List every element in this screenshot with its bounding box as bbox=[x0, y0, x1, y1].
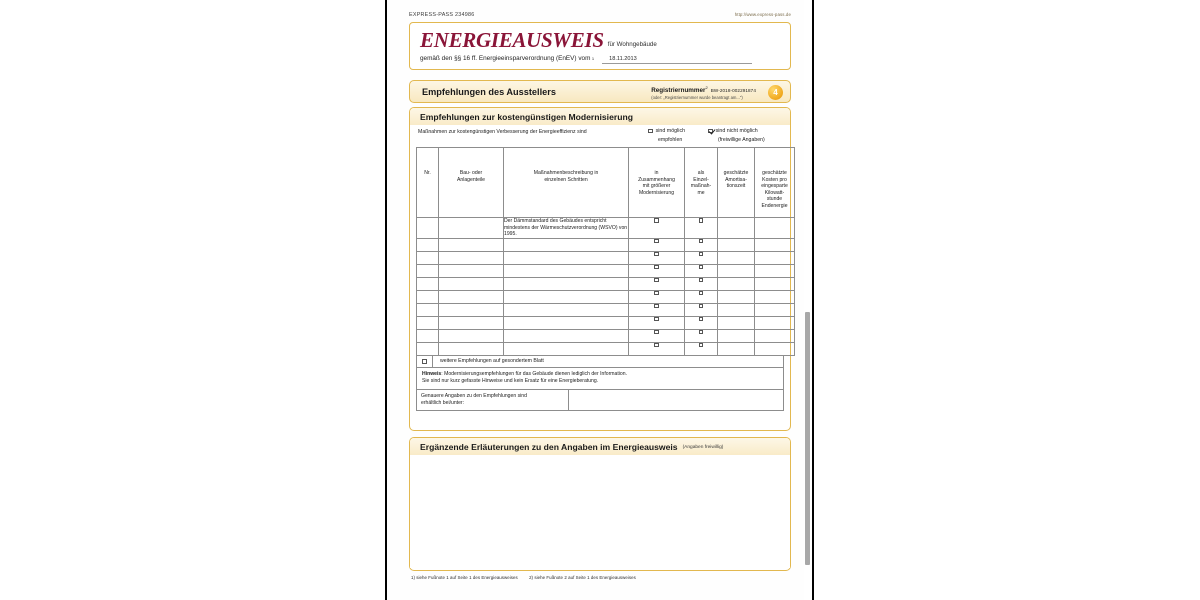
cell-amortization[interactable] bbox=[718, 264, 755, 277]
modernization-panel bbox=[409, 107, 791, 431]
registration-number-block bbox=[651, 85, 756, 100]
extra-recommendations-checkbox-cell[interactable] bbox=[417, 356, 433, 367]
extra-recommendations-row[interactable] bbox=[416, 356, 784, 368]
checkbox-context-modernization[interactable] bbox=[654, 218, 659, 223]
viewer-gutter-right bbox=[814, 0, 1200, 600]
checkbox-context-modernization[interactable] bbox=[654, 330, 659, 335]
cell-cost[interactable] bbox=[755, 329, 795, 342]
checkbox-context-modernization[interactable] bbox=[654, 278, 659, 283]
checkbox-context-modernization[interactable] bbox=[654, 304, 659, 309]
cell-cost[interactable] bbox=[755, 251, 795, 264]
hinweis-line-1: : Modernisierungsempfehlungen für das Gebäude dienen lediglich der Information. bbox=[441, 370, 628, 377]
cell-parts[interactable] bbox=[439, 303, 504, 316]
explanations-panel-header bbox=[410, 438, 790, 455]
registration-footnote-marker: 2 bbox=[705, 85, 708, 90]
cell-amortization[interactable] bbox=[718, 290, 755, 303]
cell-amortization[interactable] bbox=[718, 251, 755, 264]
cell-cost[interactable] bbox=[755, 290, 795, 303]
cell-cost[interactable] bbox=[755, 316, 795, 329]
cell-nr[interactable] bbox=[417, 342, 439, 355]
cell-nr[interactable] bbox=[417, 238, 439, 251]
cell-context-checkbox[interactable] bbox=[629, 277, 685, 290]
viewer-gutter-left bbox=[0, 0, 386, 600]
cell-single-measure-checkbox[interactable] bbox=[685, 303, 718, 316]
cell-description[interactable] bbox=[504, 251, 629, 264]
cell-single-measure-checkbox[interactable] bbox=[685, 238, 718, 251]
registration-note: (oder: „Registriernummer wurde beantragt am...") bbox=[651, 94, 743, 100]
cell-single-measure-checkbox[interactable] bbox=[685, 218, 718, 239]
checkbox-context-modernization[interactable] bbox=[654, 239, 659, 244]
checkbox-single-measure[interactable] bbox=[699, 291, 704, 296]
cell-nr[interactable] bbox=[417, 303, 439, 316]
table-row bbox=[417, 218, 795, 239]
title-law-reference bbox=[420, 55, 752, 64]
energieausweis-page bbox=[387, 0, 812, 600]
checkbox-context-modernization[interactable] bbox=[654, 343, 659, 348]
page-edge-right bbox=[812, 0, 814, 600]
footnote-2: 2) siehe Fußnote 2 auf Seite 1 des Energieausweises bbox=[529, 575, 636, 580]
checkbox-single-measure[interactable] bbox=[699, 252, 704, 257]
cell-nr[interactable] bbox=[417, 329, 439, 342]
cell-amortization[interactable] bbox=[718, 316, 755, 329]
cell-context-checkbox[interactable] bbox=[629, 303, 685, 316]
cell-parts[interactable] bbox=[439, 238, 504, 251]
checkbox-weitere-empfehlungen[interactable] bbox=[422, 359, 427, 364]
cell-parts[interactable] bbox=[439, 290, 504, 303]
cell-parts[interactable] bbox=[439, 316, 504, 329]
details-contact-value-field[interactable] bbox=[569, 390, 783, 410]
col-header-nr: Nr. bbox=[417, 148, 439, 218]
checkbox-sind-moeglich[interactable] bbox=[648, 129, 653, 134]
hinweis-line-2: Sie sind nur kurz gefasste Hinweise und kein Ersatz für eine Energieberatung. bbox=[422, 378, 599, 385]
explanations-text-area[interactable] bbox=[410, 455, 790, 568]
checkbox-single-measure[interactable] bbox=[699, 330, 704, 335]
checkbox-single-measure[interactable] bbox=[699, 218, 704, 223]
cell-parts[interactable] bbox=[439, 277, 504, 290]
option-not-possible-label-2: (freiwillige Angaben) bbox=[718, 137, 765, 143]
checkbox-context-modernization[interactable] bbox=[654, 291, 659, 296]
page-number-badge: 4 bbox=[768, 85, 783, 100]
checkbox-single-measure[interactable] bbox=[699, 278, 704, 283]
option-possible-label-2: empfohlen bbox=[658, 137, 683, 143]
col-header-single-measure: als Einzel- maßnah- me bbox=[685, 148, 718, 218]
scrollbar-thumb[interactable] bbox=[805, 312, 810, 565]
cell-description[interactable] bbox=[504, 329, 629, 342]
section-bar-empfehlungen-aussteller bbox=[409, 80, 791, 103]
cell-parts[interactable] bbox=[439, 264, 504, 277]
cell-single-measure-checkbox[interactable] bbox=[685, 342, 718, 355]
table-row bbox=[417, 329, 795, 342]
vertical-scrollbar[interactable] bbox=[804, 0, 811, 600]
option-possible-label-1: sind möglich bbox=[655, 128, 686, 134]
registration-number-label-row bbox=[651, 85, 756, 95]
modernization-panel-title: Empfehlungen zur kostengünstigen Modernisierung bbox=[420, 111, 633, 122]
checkbox-context-modernization[interactable] bbox=[654, 317, 659, 322]
section-title: Empfehlungen des Ausstellers bbox=[422, 87, 556, 97]
cell-description[interactable] bbox=[504, 303, 629, 316]
document-title bbox=[420, 30, 657, 51]
cell-context-checkbox[interactable] bbox=[629, 329, 685, 342]
cell-description[interactable] bbox=[504, 342, 629, 355]
cell-amortization[interactable] bbox=[718, 342, 755, 355]
checkbox-sind-nicht-moeglich[interactable] bbox=[708, 129, 713, 134]
cell-single-measure-checkbox[interactable] bbox=[685, 290, 718, 303]
cell-amortization[interactable] bbox=[718, 329, 755, 342]
cell-description[interactable] bbox=[504, 290, 629, 303]
cell-cost[interactable] bbox=[755, 342, 795, 355]
table-row bbox=[417, 316, 795, 329]
cell-description[interactable] bbox=[504, 264, 629, 277]
cell-single-measure-checkbox[interactable] bbox=[685, 251, 718, 264]
cell-single-measure-checkbox[interactable] bbox=[685, 264, 718, 277]
registration-label: Registriernummer bbox=[651, 87, 706, 95]
cell-nr[interactable] bbox=[417, 218, 439, 239]
cell-parts[interactable] bbox=[439, 342, 504, 355]
cell-parts[interactable] bbox=[439, 329, 504, 342]
cell-description[interactable] bbox=[504, 316, 629, 329]
checkbox-single-measure[interactable] bbox=[699, 304, 704, 309]
checkbox-single-measure[interactable] bbox=[699, 343, 704, 348]
checkbox-single-measure[interactable] bbox=[699, 317, 704, 322]
express-pass-label: EXPRESS-PASS 234986 bbox=[409, 12, 475, 18]
cell-single-measure-checkbox[interactable] bbox=[685, 316, 718, 329]
option-possible-block bbox=[648, 128, 685, 143]
cell-context-checkbox[interactable] bbox=[629, 238, 685, 251]
option-not-possible-row[interactable] bbox=[708, 128, 765, 134]
cell-description[interactable]: Der Dämmstandard des Gebäudes entspricht mindestens der Wärmeschutzverordnung (WSVO) von 1995. bbox=[504, 218, 628, 238]
table-row bbox=[417, 264, 795, 277]
col-header-context: in Zusammenhang mit größerer Modernisierung bbox=[629, 148, 685, 218]
modernization-table-head bbox=[417, 148, 795, 218]
cell-nr[interactable] bbox=[417, 264, 439, 277]
cell-cost[interactable] bbox=[755, 218, 795, 239]
col-header-cost: geschätzte Kosten pro eingesparte Kilowatt- stunde Endenergie bbox=[755, 148, 795, 218]
law-footnote-marker: 1 bbox=[591, 56, 595, 61]
checkbox-single-measure[interactable] bbox=[699, 239, 704, 244]
page-meta-row bbox=[409, 12, 791, 18]
cell-description[interactable] bbox=[504, 277, 629, 290]
law-text: gemäß den §§ 16 ff. Energieeinsparverordnung (EnEV) vom bbox=[420, 55, 591, 62]
checkbox-context-modernization[interactable] bbox=[654, 252, 659, 257]
cell-nr[interactable] bbox=[417, 290, 439, 303]
explanations-panel bbox=[409, 437, 791, 571]
cell-nr[interactable] bbox=[417, 251, 439, 264]
cell-context-checkbox[interactable] bbox=[629, 264, 685, 277]
checkbox-single-measure[interactable] bbox=[699, 265, 704, 270]
col-header-description: Maßnahmenbeschreibung in einzelnen Schritten bbox=[504, 148, 629, 218]
cell-context-checkbox[interactable] bbox=[629, 290, 685, 303]
col-header-amortization: geschätzte Amortisa- tionszeit bbox=[718, 148, 755, 218]
cell-amortization[interactable] bbox=[718, 238, 755, 251]
website-url-link[interactable]: http://www.express-pass.de bbox=[734, 12, 791, 17]
cell-parts[interactable] bbox=[439, 251, 504, 264]
table-row bbox=[417, 251, 795, 264]
details-contact-label bbox=[417, 390, 569, 410]
page-footnotes bbox=[411, 575, 646, 580]
details-contact-line-2: erhältlich bei/unter: bbox=[421, 399, 465, 406]
cell-context-checkbox[interactable] bbox=[629, 251, 685, 264]
cell-amortization[interactable] bbox=[718, 303, 755, 316]
option-possible-row[interactable] bbox=[648, 128, 685, 134]
option-not-possible-block bbox=[708, 128, 765, 143]
modernization-table bbox=[416, 147, 795, 356]
col-header-parts: Bau- oder Anlagenteile bbox=[439, 148, 504, 218]
cell-description[interactable] bbox=[504, 238, 629, 251]
modernization-table-body bbox=[417, 218, 795, 356]
cell-amortization[interactable] bbox=[718, 277, 755, 290]
registration-value: BW-2018-002291874 bbox=[710, 88, 756, 94]
cell-amortization[interactable] bbox=[718, 218, 755, 239]
title-word-energieausweis: ENERGIEAUSWEIS bbox=[420, 28, 604, 52]
cell-single-measure-checkbox[interactable] bbox=[685, 329, 718, 342]
table-row bbox=[417, 290, 795, 303]
title-subtitle: für Wohngebäude bbox=[607, 41, 657, 48]
cell-context-checkbox[interactable] bbox=[629, 342, 685, 355]
explanations-panel-title: Ergänzende Erläuterungen zu den Angaben im Energieausweis bbox=[420, 441, 678, 452]
cell-cost[interactable] bbox=[755, 277, 795, 290]
modernization-intro-text: Maßnahmen zur kostengünstigen Verbesserung der Energieeffizienz sind bbox=[418, 129, 587, 135]
document-title-box bbox=[409, 22, 791, 70]
footnote-1: 1) siehe Fußnote 1 auf Seite 1 des Energieausweises bbox=[411, 575, 518, 580]
issue-date-field[interactable]: 18.11.2013 bbox=[602, 56, 752, 64]
modernization-panel-header bbox=[410, 108, 790, 125]
cell-context-checkbox[interactable] bbox=[629, 218, 685, 239]
checkbox-context-modernization[interactable] bbox=[654, 265, 659, 270]
cell-cost[interactable] bbox=[755, 238, 795, 251]
table-row bbox=[417, 342, 795, 355]
cell-nr[interactable] bbox=[417, 277, 439, 290]
details-contact-row bbox=[416, 390, 784, 411]
table-row bbox=[417, 238, 795, 251]
modernization-intro-row bbox=[410, 125, 790, 147]
hinweis-label: Hinweis bbox=[422, 370, 442, 377]
table-row bbox=[417, 303, 795, 316]
option-not-possible-label-1: sind nicht möglich bbox=[715, 128, 758, 134]
explanations-panel-note: (Angaben freiwillig) bbox=[682, 445, 724, 450]
cell-parts[interactable] bbox=[439, 218, 504, 239]
table-header-row bbox=[417, 148, 795, 218]
cell-nr[interactable] bbox=[417, 316, 439, 329]
hinweis-box bbox=[416, 368, 784, 390]
table-row bbox=[417, 277, 795, 290]
cell-cost[interactable] bbox=[755, 264, 795, 277]
cell-context-checkbox[interactable] bbox=[629, 316, 685, 329]
modernization-table-wrap bbox=[410, 147, 790, 356]
extra-recommendations-label: weitere Empfehlungen auf gesondertem Blatt bbox=[440, 358, 544, 365]
cell-cost[interactable] bbox=[755, 303, 795, 316]
details-contact-line-1: Genauere Angaben zu den Empfehlungen sind bbox=[421, 392, 527, 399]
cell-single-measure-checkbox[interactable] bbox=[685, 277, 718, 290]
